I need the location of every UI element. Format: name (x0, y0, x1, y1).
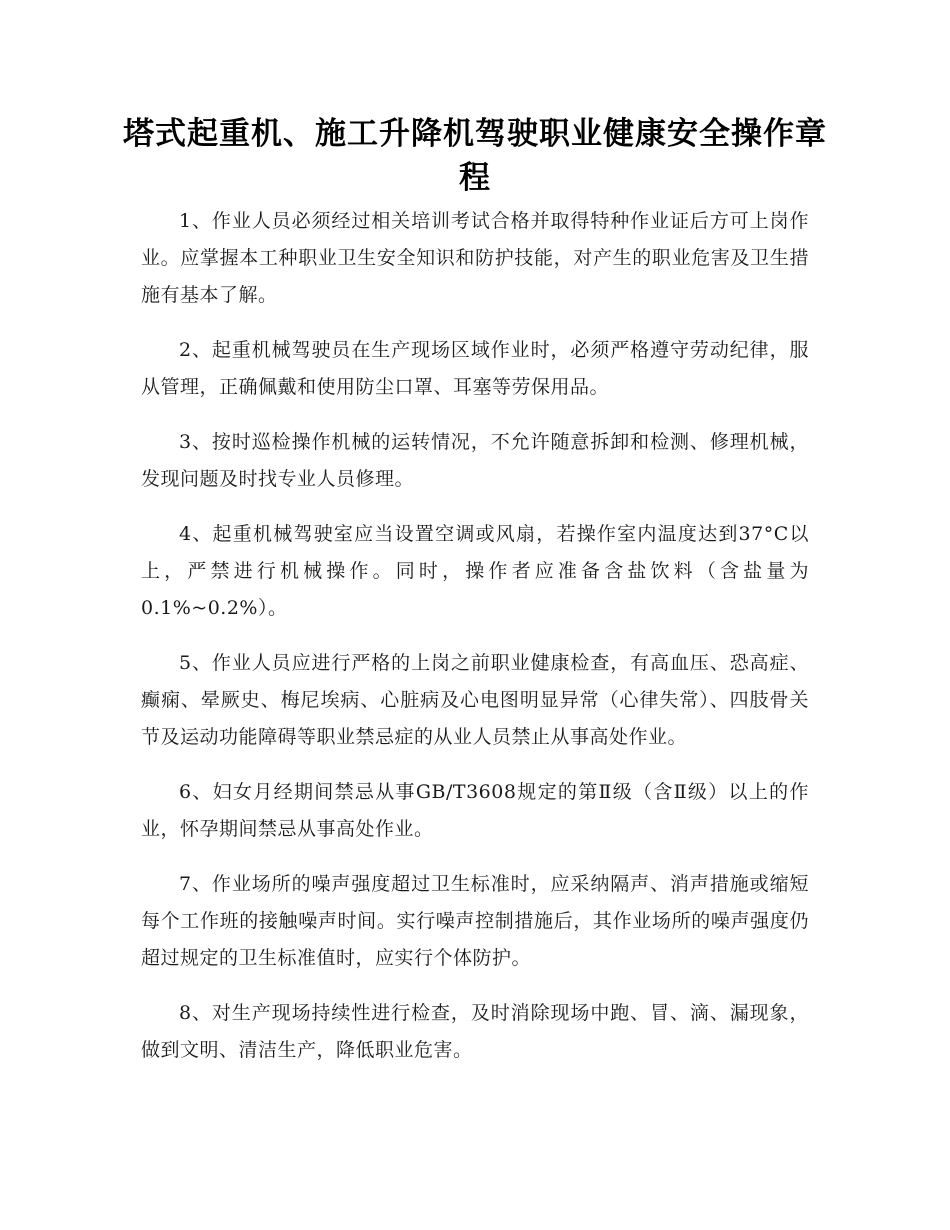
paragraph-6: 6、妇女月经期间禁忌从事GB/T3608规定的第Ⅱ级（含Ⅱ级）以上的作业，怀孕期间禁忌从事高处作业。 (141, 781, 809, 840)
paragraph-4: 4、起重机械驾驶室应当设置空调或风扇，若操作室内温度达到37°C以上，严禁进行机械操作。同时，操作者应准备含盐饮料（含盐量为0.1%~0.2%）。 (141, 523, 809, 619)
paragraph-2: 2、起重机械驾驶员在生产现场区域作业时，必须严格遵守劳动纪律，服从管理，正确佩戴和使用防尘口罩、耳塞等劳保用品。 (141, 339, 809, 398)
document-title: 塔式起重机、施工升降机驾驶职业健康安全操作章程 (123, 116, 827, 196)
paragraph-5: 5、作业人员应进行严格的上岗之前职业健康检查，有高血压、恐高症、癫痫、晕厥史、梅尼埃病、心脏病及心电图明显异常（心律失常）、四肢骨关节及运动功能障碍等职业禁忌症的从业人员禁止从事高处作业。 (141, 652, 809, 748)
paragraph-1: 1、作业人员必须经过相关培训考试合格并取得特种作业证后方可上岗作业。应掌握本工种职业卫生安全知识和防护技能，对产生的职业危害及卫生措施有基本了解。 (141, 210, 809, 306)
paragraph-8: 8、对生产现场持续性进行检查，及时消除现场中跑、冒、滴、漏现象，做到文明、清洁生产，降低职业危害。 (141, 1002, 809, 1061)
paragraph-7: 7、作业场所的噪声强度超过卫生标准时，应采纳隔声、消声措施或缩短每个工作班的接触噪声时间。实行噪声控制措施后，其作业场所的噪声强度仍超过规定的卫生标准值时，应实行个体防护。 (141, 873, 809, 969)
document-body (141, 203, 809, 1087)
paragraph-3: 3、按时巡检操作机械的运转情况，不允许随意拆卸和检测、修理机械，发现问题及时找专业人员修理。 (141, 431, 809, 490)
